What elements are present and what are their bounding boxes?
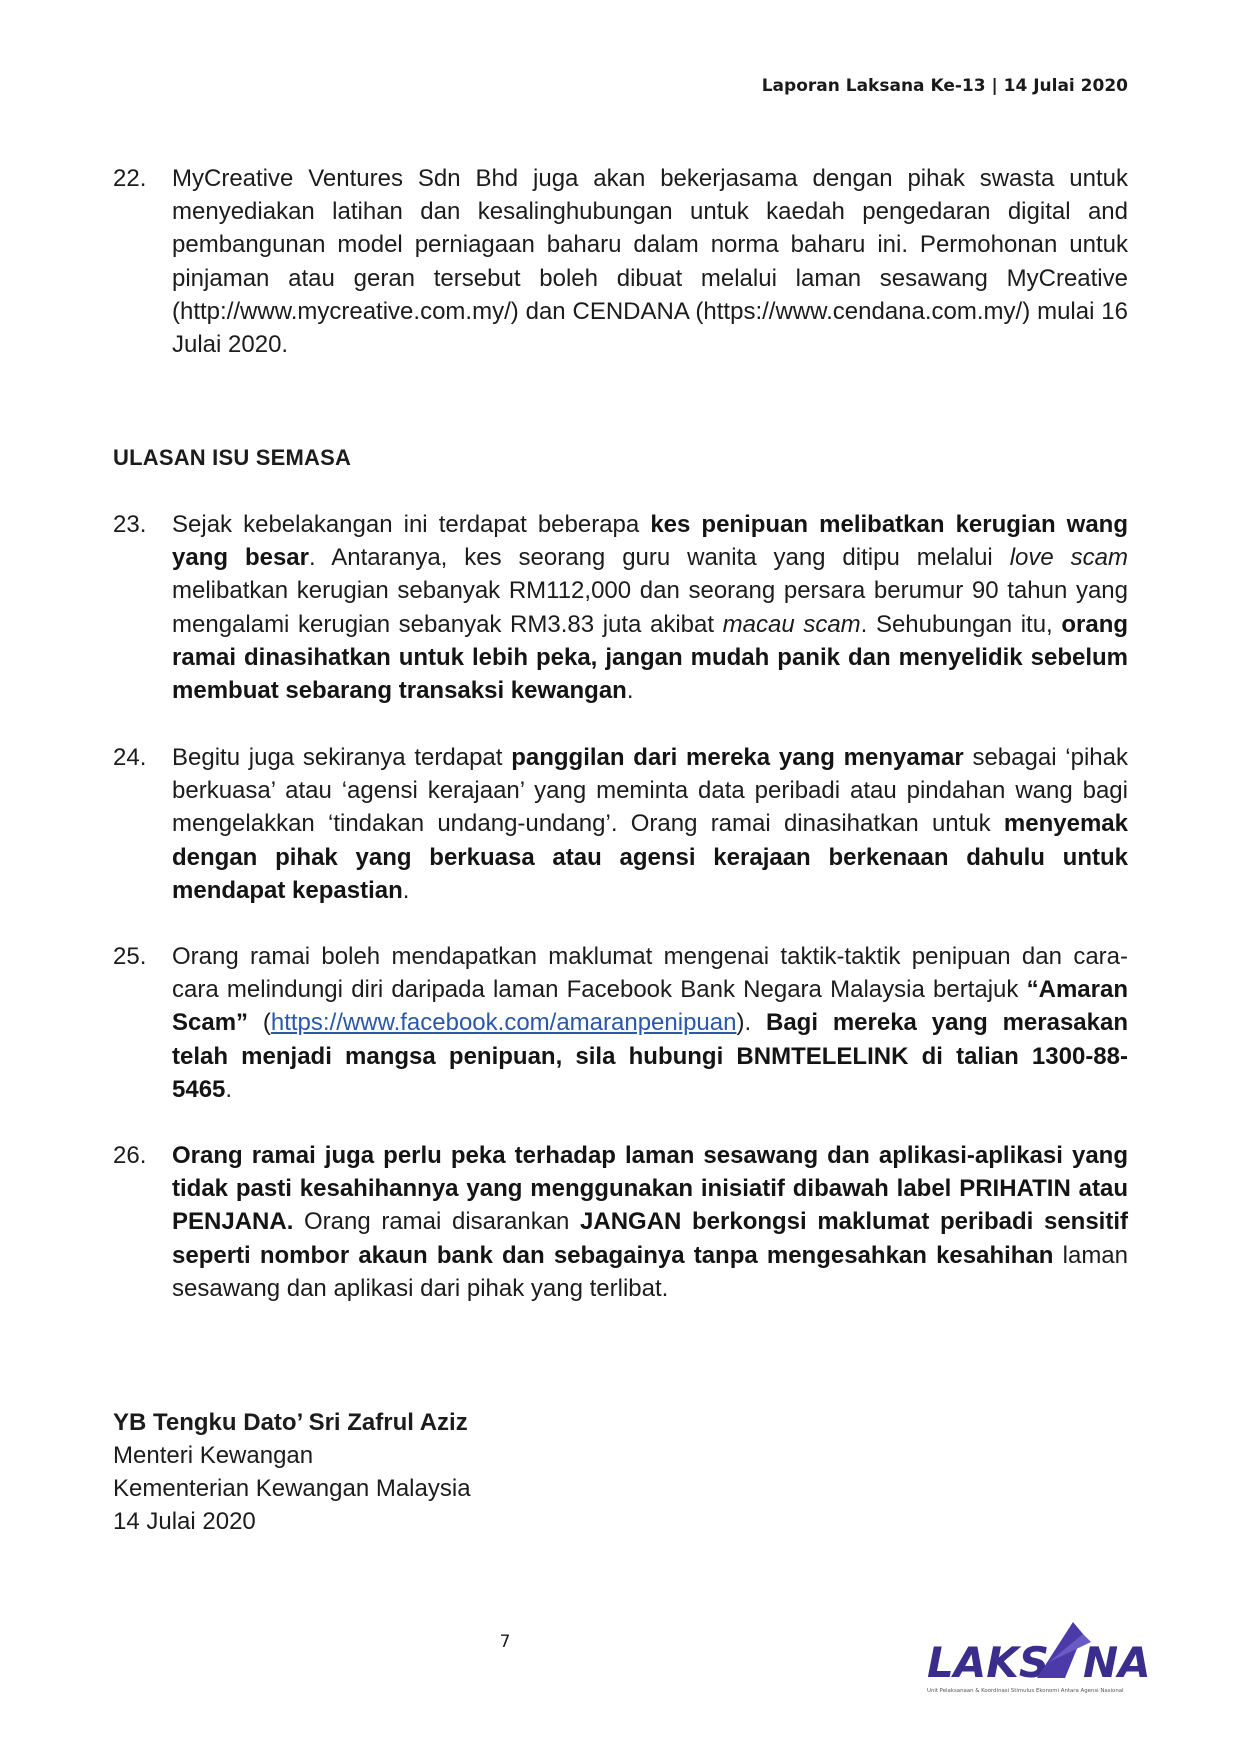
page-number: 7 [499, 1632, 511, 1652]
header-date: 14 Julai 2020 [1003, 76, 1128, 96]
paragraph-number: 24. [113, 744, 147, 771]
signature-date: 14 Julai 2020 [113, 1508, 256, 1535]
logo-text-left: LAKS [927, 1638, 1050, 1687]
paragraph-number: 22. [113, 165, 147, 192]
paragraph-25 [113, 940, 1128, 1106]
paragraph-text: Sejak kebelakangan ini terdapat beberapa kes penipuan melibatkan kerugian wang yang besar. Antaranya, kes seorang guru wanita yang ditipu melalui love scam melibatkan kerugian sebanyak RM112,000 dan seorang persara berumur 90 tahun yang mengalami kerugian sebanyak RM3.83 juta akibat macau scam. Sehubungan itu, orang ramai dinasihatkan untuk lebih peka, jangan mudah panik dan menyelidik sebelum membuat sebarang transaksi kewangan. [172, 511, 1129, 705]
paragraph-text: MyCreative Ventures Sdn Bhd juga akan bekerjasama dengan pihak swasta untuk menyediakan latihan dan kesalinghubungan untuk kaedah pengedaran digital and pembangunan model perniagaan baharu dalam norma baharu ini. Permohonan untuk pinjaman atau geran tersebut boleh dibuat melalui laman sesawang MyCreative (http://www.mycreative.com.my/) dan CENDANA (https://www.cendana.com.my/) mulai 16 Julai 2020. [172, 165, 1128, 359]
report-title: Laporan Laksana Ke-13 [761, 76, 986, 96]
logo-text-right: NA [1083, 1638, 1151, 1687]
laksana-logo-graphic [925, 1616, 1175, 1701]
paragraph-number: 25. [113, 943, 147, 970]
paragraph-26 [113, 1139, 1128, 1305]
page-header [762, 76, 1128, 96]
paragraph-number: 26. [113, 1142, 147, 1169]
facebook-link[interactable]: https://www.facebook.com/amaranpenipuan [270, 1009, 737, 1037]
signature-block [113, 1406, 471, 1538]
paragraph-text: Orang ramai juga perlu peka terhadap laman sesawang dan aplikasi-aplikasi yang tidak pasti kesahihannya yang menggunakan inisiatif dibawah label PRIHATIN atau PENJANA. Orang ramai disarankan JANGAN berkongsi maklumat peribadi sensitif seperti nombor akaun bank dan sebagainya tanpa mengesahkan kesahihan laman sesawang dan aplikasi dari pihak yang terlibat. [172, 1142, 1129, 1302]
paragraph-23 [113, 508, 1128, 707]
paragraph-24 [113, 741, 1128, 907]
signatory-position: Menteri Kewangan [113, 1442, 314, 1469]
laksana-logo [925, 1616, 1175, 1701]
paragraph-text: Orang ramai boleh mendapatkan maklumat mengenai taktik-taktik penipuan dan cara-cara melindungi diri daripada laman Facebook Bank Negara Malaysia bertajuk “Amaran Scam” (https://www.facebook.com/amaranpenipuan). Bagi mereka yang merasakan telah menjadi mangsa penipuan, sila hubungi BNMTELELINK di talian 1300-88-5465. [172, 943, 1128, 1103]
section-title: ULASAN ISU SEMASA [113, 445, 352, 470]
paragraph-number: 23. [113, 511, 147, 538]
signatory-ministry: Kementerian Kewangan Malaysia [113, 1475, 471, 1502]
signatory-name: YB Tengku Dato’ Sri Zafrul Aziz [113, 1409, 468, 1436]
paragraph-text: Begitu juga sekiranya terdapat panggilan dari mereka yang menyamar sebagai ‘pihak berkuasa’ atau ‘agensi kerajaan’ yang meminta data peribadi atau pindahan wang bagi mengelakkan ‘tindakan undang-undang’. Orang ramai dinasihatkan untuk menyemak dengan pihak yang berkuasa atau agensi kerajaan berkenaan dahulu untuk mendapat kepastian. [172, 744, 1128, 904]
paragraph-22 [113, 162, 1128, 361]
header-separator: | [991, 76, 998, 96]
logo-tagline: Unit Pelaksanaan & Koordinasi Stimulus Ekonomi Antara Agensi Nasional [927, 1688, 1124, 1694]
